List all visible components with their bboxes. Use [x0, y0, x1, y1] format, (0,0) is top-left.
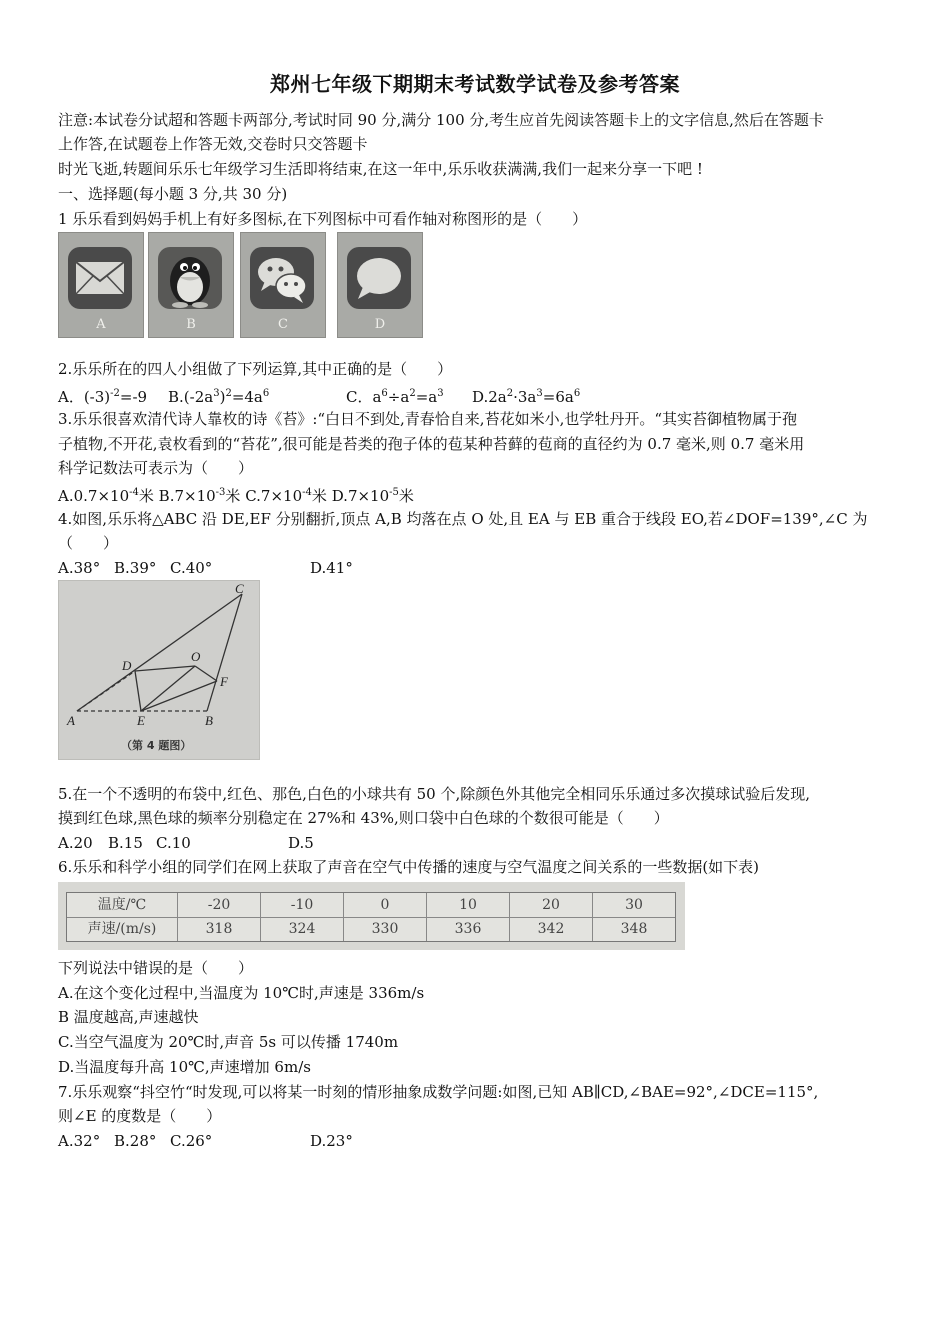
segment-of	[195, 666, 217, 681]
q7-option-c: C.26°	[170, 1132, 213, 1150]
table-cell: 30	[625, 897, 643, 913]
point-o-label: O	[191, 649, 201, 664]
q1-option-c-image	[240, 232, 326, 338]
q4-figure-caption: （第 4 题图）	[121, 739, 192, 752]
point-d-label: D	[122, 658, 132, 673]
q3-line-2: 子植物,不开花,袁枚看到的“苔花”,很可能是苔类的孢子体的苞某种苔藓的苞商的直径约为 0.7 毫米,则 0.7 毫米用	[58, 435, 805, 453]
segment-cb	[207, 594, 242, 711]
q4-line-1: 4.如图,乐乐将△ABC 沿 DE,EF 分别翻折,顶点 A,B 均落在点 O 处,且 EA 与 EB 重合于线段 EO,若∠DOF=139°,∠C 为	[58, 510, 868, 528]
segment-ad-folded	[77, 671, 135, 711]
q6-option-a: A.在这个变化过程中,当温度为 10℃时,声速是 336m/s	[58, 984, 425, 1002]
q7-option-a: A.32°	[58, 1132, 101, 1150]
exam-title: 郑州七年级下期期末考试数学试卷及参考答案	[270, 72, 680, 96]
q7-line-1: 7.乐乐观察“抖空竹“时发现,可以将某一时刻的情形抽象成数学问题:如图,已知 AB∥CD,∠BAE=92°,∠DCE=115°,	[58, 1083, 819, 1101]
q7-line-2: 则∠E 的度数是（ ）	[58, 1107, 222, 1125]
q7-option-b: B.28°	[114, 1132, 157, 1150]
table-cell: 0	[344, 893, 427, 917]
q3-option-d: $D.7\times 10^{-5}$米	[331, 487, 414, 505]
q3-option-a: $A.0.7\times 10^{-4}$米	[58, 487, 154, 505]
q2-option-b: $B.(-2a^3)^2=4a^6$	[168, 388, 270, 406]
segment-do	[135, 666, 195, 671]
q5-option-c: C.10	[156, 834, 191, 852]
point-b-label: B	[205, 713, 213, 728]
q5-option-b: B.15	[108, 834, 143, 852]
q5-line-1: 5.在一个不透明的布袋中,红色、那色,白色的小球共有 50 个,除颜色外其他完全相同乐乐通过多次摸球试验后发现,	[58, 785, 811, 803]
q2-option-d: $D.2a^2\cdot 3a^3=6a^6$	[472, 388, 581, 406]
q1-text: 1 乐乐看到妈妈手机上有好多图标,在下列图标中可看作轴对称图形的是（ ）	[58, 210, 588, 228]
intro-text: 时光飞逝,转题间乐乐七年级学习生活即将结束,在这一年中,乐乐收获满满,我们一起来分享一下吧 !	[58, 160, 703, 178]
segment-de	[135, 671, 141, 711]
table-cell: -20	[178, 893, 261, 917]
chat-bubbles-icon	[248, 245, 316, 311]
q6-option-b: B 温度越高,声速越快	[58, 1008, 199, 1026]
q6-text: 6.乐乐和科学小组的同学们在网上获取了声音在空气中传播的速度与空气温度之间关系的一些数据(如下表)	[58, 858, 760, 876]
table-cell: 324	[261, 917, 344, 941]
q6-option-d: D.当温度每升高 10℃,声速增加 6m/s	[58, 1058, 311, 1076]
q4-option-a: A.38°	[58, 559, 101, 577]
table-cell: 336	[427, 917, 510, 941]
q1-option-a-label: A	[96, 317, 106, 332]
notice-line-1: 注意:本试卷分试超和答题卡两部分,考试时同 90 分,满分 100 分,考生应首先阅读答题卡上的文字信息,然后在答题卡	[58, 111, 824, 129]
section-heading: 一、选择题(每小题 3 分,共 30 分)	[58, 185, 288, 203]
table-cell: 10	[427, 893, 510, 917]
table-cell: 20	[510, 893, 593, 917]
table-row-speed	[67, 917, 675, 941]
segment-eo	[141, 666, 195, 711]
q4-figure	[58, 580, 260, 760]
q3-option-b: $B.7\times 10^{-3}$米	[158, 487, 241, 505]
q3-option-c: $C.7\times 10^{-4}$米	[245, 487, 327, 505]
table-cell: 318	[178, 917, 261, 941]
q1-option-b-image	[148, 232, 234, 338]
q6-option-c: C.当空气温度为 20℃时,声音 5s 可以传播 1740m	[58, 1033, 399, 1051]
q1-option-a-image	[58, 232, 144, 338]
table-cell: 348	[620, 921, 648, 937]
table-cell: -10	[261, 893, 344, 917]
table-header-speed: 声速/(m/s)	[67, 917, 178, 941]
q1-option-d-image	[337, 232, 423, 338]
q5-option-d: D.5	[288, 834, 314, 852]
speech-bubble-icon	[345, 245, 413, 311]
segment-ef	[141, 681, 217, 711]
q4-triangle-diagram	[59, 581, 259, 759]
q1-option-d-label: D	[374, 317, 386, 332]
point-c-label: C	[235, 581, 244, 596]
q4-option-d: D.41°	[310, 559, 353, 577]
q6-table	[66, 892, 676, 942]
q1-option-c-label: C	[278, 317, 288, 332]
table-row-temperature	[67, 893, 675, 918]
q5-line-2: 摸到红色球,黑色球的频率分别稳定在 27%和 43%,则口袋中白色球的个数很可能是（ ）	[58, 809, 669, 827]
q2-option-a: A．$(-3)^{-2}=-9$	[58, 388, 148, 406]
table-cell: 342	[510, 917, 593, 941]
q2-option-c: C．$a^6\div a^2=a^3$	[346, 388, 444, 406]
penguin-icon	[156, 245, 224, 311]
q3-options	[58, 483, 414, 506]
table-cell: 330	[344, 917, 427, 941]
q2-text: 2.乐乐所在的四人小组做了下列运算,其中正确的是（ ）	[58, 360, 453, 378]
q4-option-c: C.40°	[170, 559, 213, 577]
point-e-label: E	[137, 713, 145, 728]
q6-table-image	[58, 882, 685, 950]
table-header-temperature: 温度/℃	[67, 893, 178, 917]
q3-line-1: 3.乐乐很喜欢清代诗人靠枚的诗《苔》:“白日不到处,青春恰自来,苔花如米小,也学牡丹开。“其实苔御植物属于孢	[58, 410, 798, 428]
notice-line-2: 上作答,在试题卷上作答无效,交卷时只交答题卡	[58, 135, 368, 153]
q4-line-2: （ ）	[58, 534, 119, 552]
q6-question: 下列说法中错误的是（ ）	[58, 959, 254, 977]
q3-line-3: 科学记数法可表示为（ ）	[58, 459, 254, 477]
envelope-icon	[66, 245, 134, 311]
q4-option-b: B.39°	[114, 559, 157, 577]
q5-option-a: A.20	[58, 834, 93, 852]
q1-option-b-label: B	[186, 317, 196, 332]
point-f-label: F	[220, 674, 228, 689]
q7-option-d: D.23°	[310, 1132, 353, 1150]
point-a-label: A	[67, 713, 75, 728]
